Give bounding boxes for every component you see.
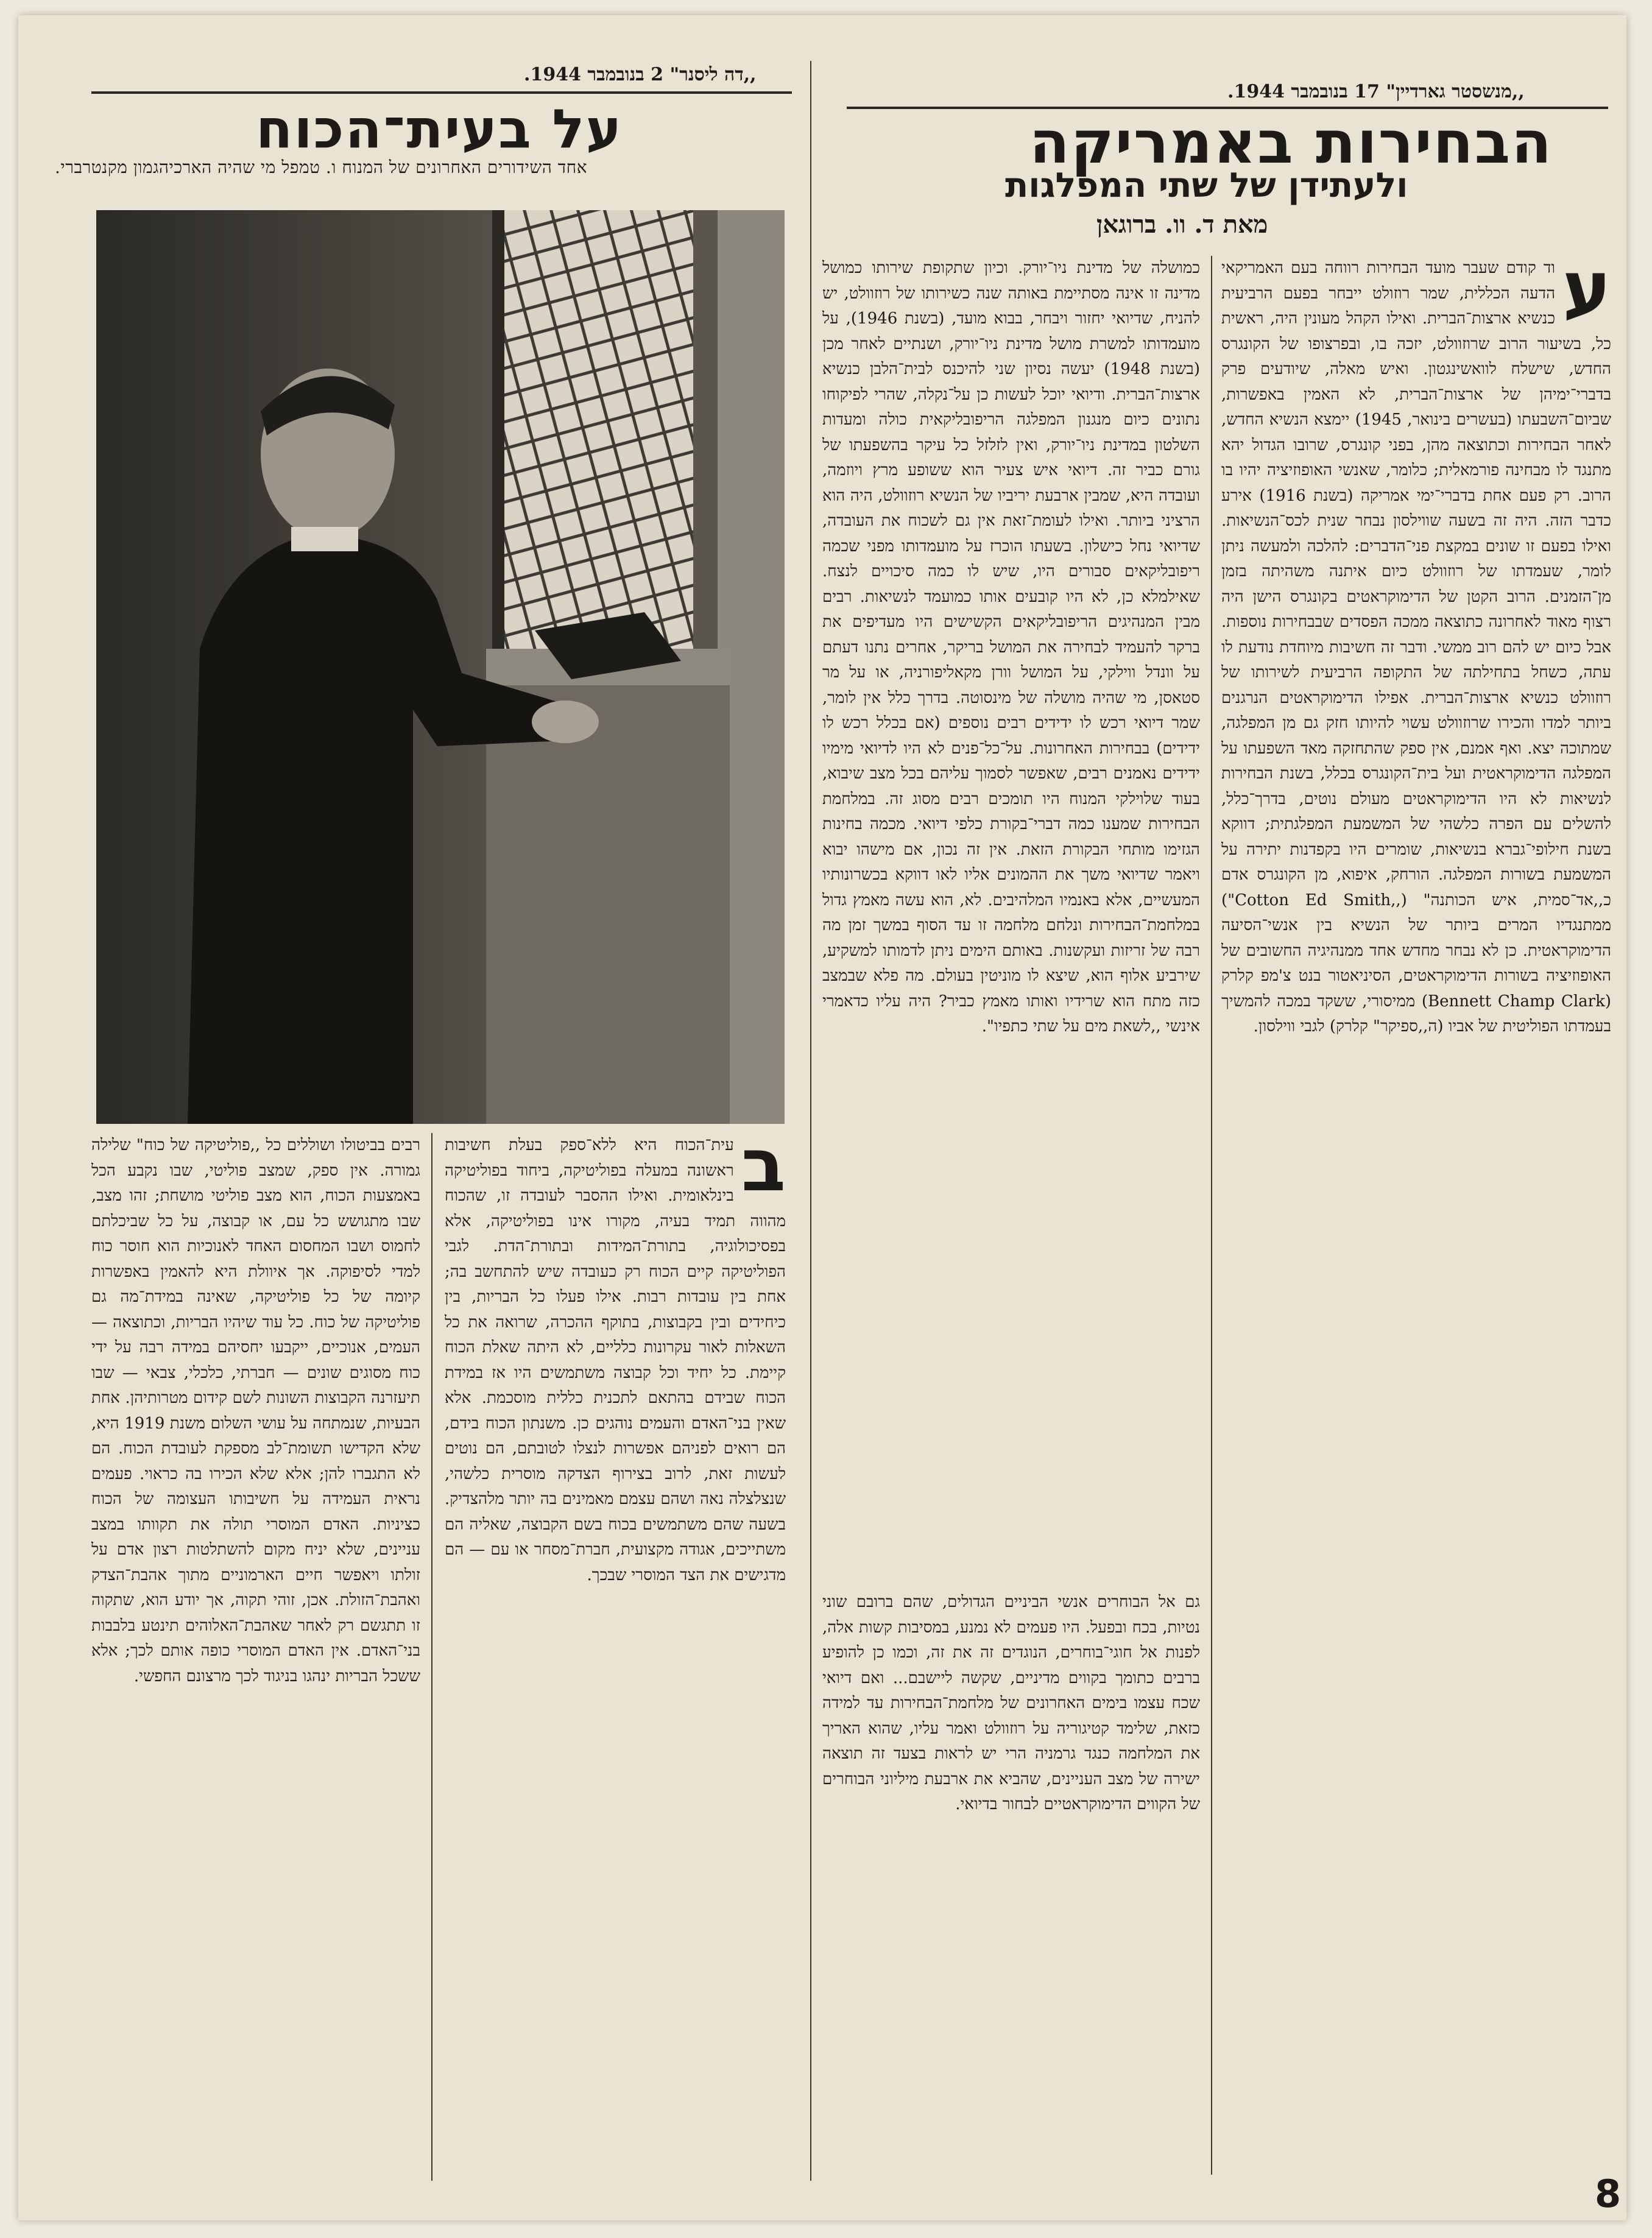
- page-number: 8: [1595, 2172, 1622, 2216]
- left-article-col2-text: רבים בביטולו ושוללים כל ,,פוליטיקה של כוח" שלילה גמורה. אין ספק, שמצב פוליטי, שבו נקבע הכל באמצעות הכוח, הוא מצב פוליטי מושחת; זהו מצב, שבו מתגושש כל עם, או קבוצה, על כל שביכלתם לחמוס ושבו המחסום האחד לאנוכיות הוא חוסר כוח למדי לסיפוקה. אך איוולת היא להאמין באפשרות קיומה של כל פוליטיקה, שאינה במידת־מה גם פוליטיקה של כוח. כל עוד שיהיו הבריות, וכתוצאה — העמים, אנוכיים, ייקבעו יחסיהם במידה רבה על ידי כוח מסוגים שונים — חברתי, כלכלי, צבאי — שבו תיעזרנה הקבוצות השונות לשם קידום מטרותיהן. אחת הבעיות, שנמתחה על עושי השלום משנת 1919 היא, שלא הקדישו תשומת־לב מספקת לעובדת הכוח. הם לא התגברו להן; אלא שלא הכירו בה כראוי. פעמים נראית העמידה על חשיבותו העצומה של הכוח כציניות. האדם המוסרי תולה את תקוותו במצב עניינים, שלא יניח מקום להשתלטות רצון אדם על זולתו ויאפשר חיים הארמוניים מתוך אהבת־הצדק ואהבת־הזולת. אכן, זוהי תקוה, אך יודע הוא, שתקוה זו תתגשם רק לאחר שאהבת־האלוהים תינטע בלבבות בני־האדם. אין האדם המוסרי כופה אותם לכך; אלא ששכל הבריות ינהגו בניגוד לכך מרצונם החפשי.: [91, 1136, 420, 1686]
- right-article-column-1: [1221, 256, 1611, 2175]
- right-article-dropcap: ע: [1562, 256, 1611, 331]
- left-column-divider: [431, 1133, 432, 2181]
- left-article-dropcap: ב: [741, 1133, 786, 1208]
- right-subheadline: ולעתידן של שתי המפלגות: [1005, 166, 1408, 205]
- right-headline: הבחירות באמריקה: [1029, 108, 1553, 177]
- center-divider: [810, 61, 811, 2181]
- left-headline: על בעית־הכוח: [256, 97, 623, 160]
- left-article-column-2: [91, 1133, 420, 2181]
- photo-illustration: [96, 210, 785, 1124]
- left-article-col1-text: עית־הכוח היא ללא־ספק בעלת חשיבות ראשונה במעלה בפוליטיקה, ביחוד בפוליטיקה בינלאומית. ואילו ההסבר לעובדה זו, שהכוח מהווה תמיד בעיה, מקורו אינו בפוליטיקה, אלא בפסיכולוגיה, בתורת־המידות ובתורת־הדת. לגבי הפוליטיקה קיים הכוח רק כעובדה שיש להתחשב בה; אחת בין עובדות רבות. אילו פעלו כל הבריות, בין כיחידים ובין בקבוצות, בתוקף ההכרה, שרואה את כל השאלות לאור עקרונות כלליים, לא היתה שאלת הכוח קיימת. כל יחיד וכל קבוצה משתמשים היו אז במידת הכוח שבידם בהתאם לתכנית כללית מוסכמת. אלא שאין בני־האדם והעמים נוהגים כן. משנתון הכוח בידם, הם רואים לפניהם אפשרות לנצלו לטובתם, הם נוטים לעשות זאת, לרוב בצירוף הצדקה מוסרית כלשהי, שנצלצלה נאה ושהם עצמם מאמינים בה יותר מלהצדיק. בשעה שהם משתמשים בכוח בשם הקבוצה, שאליה הם משתייכים, אגודה מקצועית, חברת־מסחר או עם — הם מדגישים את הצד המוסרי שבכך.: [445, 1136, 786, 1584]
- right-article-column-2: [822, 256, 1200, 1584]
- right-dateline: ,,מנשסטר גארדיין" 17 בנובמבר 1944.: [1227, 81, 1525, 102]
- right-article-col3-text: גם אל הבוחרים אנשי הביניים הגדולים, שהם ברובם שוני נטיות, בכח ובפעל. היו פעמים לא נמנע, במסיבות קשות אלה, לפנות אל חוגי־בוחרים, הנוגדים זה את זה, וכמו כן להופיע ברבים כתומך בקווים מדיניים, שקשה ליישבם... ואם דיואי שכח עצמו בימים האחרונים של מלחמת־הבחירות עד למידה כזאת, שלימד קטיגוריה על רוזוולט ואמר עליו, שהוא האריך את המלחמה כנגד גרמניה הרי יש לראות בצעד זה תוצאה ישירה של מצב העניינים, שהביא את ארבעת מיליוני הבוחרים של הקווים הדימוקראטיים לבחור בדיואי.: [822, 1593, 1200, 1813]
- right-article-column-3: [822, 1590, 1200, 2175]
- right-article-col2-text: כמושלה של מדינת ניו־יורק. וכיון שתקופת שירותו כמושל מדינה זו אינה מסתיימת באותה שנה כשירותו של רוזוולט, יש להניח, שדיואי יחזור ויבחר, בבוא מועד, (בשנת 1946), על מועמדותו למשרת מושל מדינת ניו־יורק, ושנתיים לאחר מכן (בשנת 1948) יעשה נסיון שני להיכנס לבית־הלבן כנשיא ארצות־הברית. ודיואי יוכל לעשות כן על־נקלה, שהרי לפיקוחו נתונים כיום מנגנון המפלגה הריפובליקאית כולה ומעדות השלטון במדינת ניו־יורק, ואין לזלזל כל עיקר בהשפעתו של גורם כביר זה. דיואי איש צעיר הוא ששופע מרץ ויוזמה, ועובדה היא, שמבין ארבעת יריביו של הנשיא רוזוולט, היה הוא הרציני ביותר. ואילו לעומת־זאת אין גם לשכוח את העובדה, שדיואי נחל כישלון. בשעתו הוכרז על מועמדותו מפני שכמה ריפובליקאים סבורים היו, שיש לו כמה סיכויים לנצח. שאילמלא כן, לא היו קובעים אותו כמועמד לנשיאות. רבים מבין המנהיגים הריפובליקאים הקשישים היו מעדיפים את ברקר להעמיד לבחירה את המושל בריקר, אחרים נתנו דעתם על וונדל ווילקי, על המושל וורן מקאליפורניה, או על מר סטאסן, מי שהיה מושלה של מינסוטה. בדרך כלל אין לומר, שמר דיואי רכש לו ידידים רבים נוספים (אם בכלל רכש לו ידידים) בבחירות האחרונות. על־כל־פנים לא היו לדיואי מימיו ידידים נאמנים רבים, שאפשר לסמוך עליהם בכל מצב שיבוא, בעוד שלוילקי המנוח היו תומכים רבים מסוג זה. במלחמת הבחירות שמענו כמה דברי־בקורת כלפי דיואי. מכמה בחינות הגזימו מותחי הבקורת הזאת. אין זה נכון, אם מישהו יבוא ויאמר שדיואי משך את ההמונים אליו לאו דווקא בכשרונותיו המעשיים, אלא באנמיו המלהיבים. לא, הוא עשה מאמץ גדול במלחמת־הבחירות ונלחם מלחמה זו עד הסוף במשך זמן מה רבה של זריזות ועקשנות. באותם הימים ניתן לדמותו למשקיע, שירביע אלוף הוא, שיצא לו מוניטין בעולם. מה פלא שבמצב כזה מתח הוא שרידיו ואותו מאמץ כביר? היה עליו כדאמרי אינשי ,,לשאת מים על שתי כתפיו".: [822, 259, 1200, 1036]
- right-article-col1-text: וד קודם שעבר מועד הבחירות רווחה בעם האמריקאי הדעה הכללית, שמר רוזולט ייבחר בפעם הרביעית כנשיא ארצות־הברית. ואילו הקהל מעונין היה, ראשית כל, בשיעור הרוב שרוזוולט, יזכה בו, ובפרצופו של הקונגרס החדש, שישלח לוואשינגטון. ואיש מאלה, שיודעים פרק בדברי־ימיהן של ארצות־הברית, לא האמין באפשרות, שביום־השבעתו (בעשרים בינואר, 1945) יימצא הנשיא החדש, לאחר הבחירות וכתוצאה מהן, בפני קונגרס, שרובו הגדול יהא מתנגד לו מבחינה פורמאלית; כלומר, שאנשי האופוזיציה יהיו בו הרוב. רק פעם אחת בדברי־ימי אמריקה (בשנת 1916) אירע כדבר הזה. היה זה בשעה שווילסון נבחר שנית לכס־הנשיאות. ואילו בפעם זו שונים במקצת פני־הדברים: להלכה ולמעשה ניתן לומר, שעמדתו של רוזוולט כיום איתנה משהיתה בזמן מן־הזמנים. הרוב הקטן של הדימוקראטים בקונגרס הישן היה רצוף מאוד לאחרונה כתוצאה ממכה הפסדים שבבחירות נוספות. אבל כיום יש להם רוב ממשי. ודבר זה חשיבות מיוחדת נודעת לו עתה, כשחל בתחילתה של התקופה הרביעית לשירותו של רוזוולט כנשיא ארצות־הברית. אפילו הדימוקראטים הנרגנים ביותר למדו והכירו שרוזוולט עשוי להיותו חזק גם מן המפלגה, שמתוכה יצא. ואף אמנם, אין ספק שהתחזקה מאד השפעתו על המפלגה הדימוקראטית ועל בית־הקונגרס בכלל, בשנת הבחירות לנשיאות לא היו הדימוקראטים מעולם נוטים, בדרך־כלל, להשלים עם הפרה כלשהי של המשמעת המפלגתית; דווקא בשנת חילופי־גברא בנשיאות, שומרים היו בקפדנות יתירה על המשמעת בשורות המפלגה. הורחק, איפוא, מן הקונגרס אדם כ,,אד־סמית, איש הכותנה" (,,Cotton Ed Smith") ממתנגדיו המרים ביותר של הנשיא בין אנשי־הסיעה הדימוקראטית. כן לא נבחר מחדש אחד ממנהיגיה החשובים של האופוזיציה בשורות הדימוקראטים, הסיניאטור בנט צ'מפ קלרק (Bennett Champ Clark) ממיסורי, ששקד במכה להמשיך בעמדתו הפוליטית של אביו (ה,,ספיקר" קלרק) לגבי ווילסון.: [1221, 259, 1611, 1036]
- top-rule-left: [91, 91, 792, 94]
- left-article-column-1: [445, 1133, 786, 2181]
- left-subheadline: אחד השידורים האחרונים של המנוח ו. טמפל מי שהיה הארכיהגמון מקנטרברי.: [55, 157, 588, 177]
- photo-archbishop-temple: [96, 210, 785, 1124]
- left-dateline: ,,דה ליסנר" 2 בנובמבר 1944.: [524, 64, 757, 85]
- right-byline: מאת ד. וו. ברוגאן: [1096, 210, 1268, 239]
- right-column-divider: [1211, 256, 1212, 2175]
